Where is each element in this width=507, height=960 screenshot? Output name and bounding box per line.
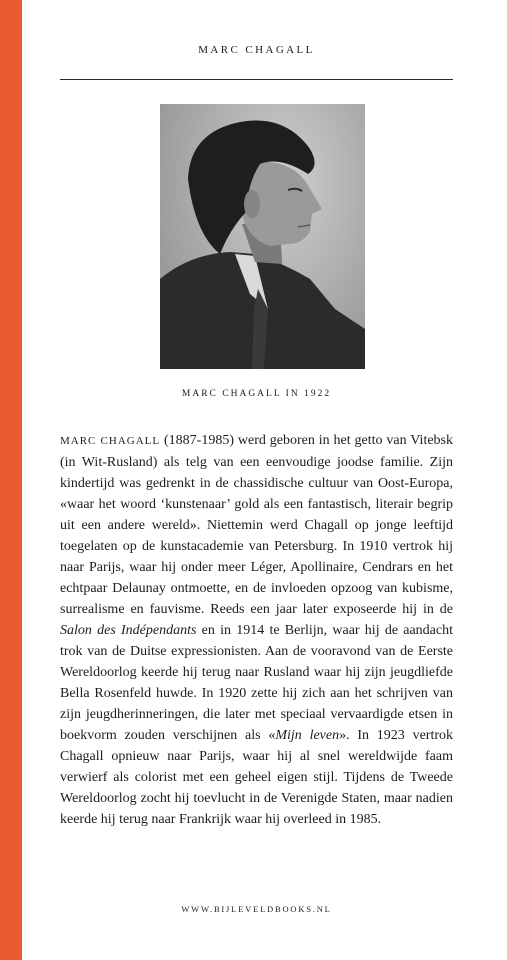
portrait-photo [160,104,365,369]
biography-text-part-1: (1887-1985) werd geboren in het getto van Vitebsk (in Wit-Rusland) als telg van een eenvoudige joodse familie. Zijn kindertijd was gedrenkt in de chassidische cultuur van Oost-Europa, «waar het woord ‘kunstenaar’ gold als een fantastisch, literair begrip uit een andere wereld». Niettemin werd Chagall op jonge leeftijd toegelaten op de kunstacademie van Petersburg. In 1910 vertrok hij naar Parijs, waar hij onder meer Léger, Apollinaire, Cendrars en het echtpaar Delaunay ontmoette, en de invloeden opzoog van kubisme, surrealisme en fauvisme. Reeds een jaar later exposeerde hij in de [60,433,453,617]
photo-caption: MARC CHAGALL IN 1922 [181,389,332,399]
running-header: MARC CHAGALL [198,44,315,56]
book-title-italic: Mijn leven [275,728,340,743]
portrait-illustration [160,104,365,369]
publisher-website-footer: WWW.BIJLEVELDBOOKS.NL [181,904,332,914]
header-rule [60,79,453,80]
biography-paragraph [60,430,453,830]
orange-spine-bar [0,0,22,960]
salon-title-italic: Salon des Indépendants [60,623,197,638]
biography-text-part-3: ». In 1923 vertrok Chagall opnieuw naar Parijs, waar hij al snel wereldwijde faam verwierf als colorist met een geheel eigen stijl. Tijdens de Tweede Wereldoorlog zocht hij toevlucht in de Verenigde Staten, maar nadien keerde hij terug naar Frankrijk waar hij overleed in 1985. [60,728,454,827]
biography-text-part-2: en in 1914 te Berlijn, waar hij de aandacht trok van de Duitse expressionisten. Aan de vooravond van de Eerste Wereldoorlog keerde hij terug naar Rusland waar hij zijn jeugdliefde Bella Rosenfeld huwde. In 1920 zette hij zich aan het schrijven van zijn jeugdherinneringen, die later met speciaal vervaardigde etsen in boekvorm zouden verschijnen als « [60,623,453,743]
biography-lead-name: MARC CHAGALL [60,435,161,447]
